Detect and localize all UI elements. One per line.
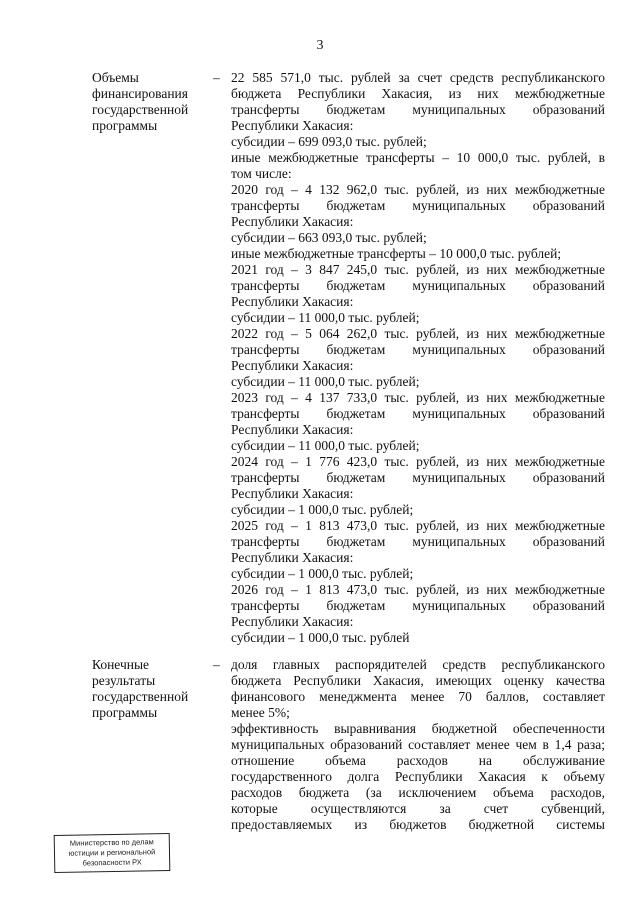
content-line: Республики Хакасия: — [231, 614, 354, 629]
final-results-label — [92, 657, 217, 721]
content-line: субсидии – 699 093,0 тыс. рублей; — [231, 134, 427, 149]
content-line: государственного долга Республики Хакасия к объему — [231, 769, 605, 784]
content-line: трансферты бюджетам муниципальных образований — [231, 598, 605, 613]
content-line: Республики Хакасия: — [231, 358, 354, 373]
content-line: 2021 год – 3 847 245,0 тыс. рублей, из них межбюджетные — [231, 262, 605, 277]
content-line: бюджета Республики Хакасия, из них межбюджетные — [231, 86, 605, 101]
content-line: отношение объема расходов на обслуживание — [231, 753, 605, 768]
content-line: 22 585 571,0 тыс. рублей за счет средств республиканского — [231, 70, 605, 85]
label-line: программы — [92, 705, 158, 720]
page-number: 3 — [316, 38, 324, 53]
content-line: 2026 год – 1 813 473,0 тыс. рублей, из них межбюджетные — [231, 582, 605, 597]
content-line: финансового менеджмента менее 70 баллов, составляет — [231, 689, 605, 704]
stamp-line: безопасности РХ — [82, 857, 142, 868]
row-dash: – — [213, 657, 220, 672]
content-line: доля главных распорядителей средств республиканского — [231, 657, 605, 672]
content-line: Республики Хакасия: — [231, 422, 354, 437]
content-line: трансферты бюджетам муниципальных образований — [231, 470, 605, 485]
label-line: государственной — [92, 689, 189, 704]
content-line: трансферты бюджетам муниципальных образований — [231, 278, 605, 293]
content-line: 2025 год – 1 813 473,0 тыс. рублей, из них межбюджетные — [231, 518, 605, 533]
row-dash: – — [213, 70, 220, 85]
content-line: трансферты бюджетам муниципальных образований — [231, 198, 605, 213]
content-line: менее 5%; — [231, 705, 290, 720]
content-line: 2022 год – 5 064 262,0 тыс. рублей, из них межбюджетные — [231, 326, 605, 341]
stamp-line: Министерство по делам — [69, 837, 154, 848]
content-line: Республики Хакасия: — [231, 294, 354, 309]
financing-volume-content — [231, 70, 605, 646]
content-line: трансферты бюджетам муниципальных образований — [231, 534, 605, 549]
content-line: иные межбюджетные трансферты – 10 000,0 тыс. рублей, в — [231, 150, 605, 165]
content-line: трансферты бюджетам муниципальных образований — [231, 102, 605, 117]
stamp-line: юстиции и региональной — [68, 847, 156, 858]
content-line: которые осуществляются за счет субвенций, — [231, 801, 605, 816]
ministry-stamp — [54, 833, 171, 873]
content-line: бюджета Республики Хакасия, имеющих оценку качества — [231, 673, 605, 688]
content-line: муниципальных образований составляет менее чем в 1,4 раза; — [231, 737, 605, 752]
content-line: субсидии – 1 000,0 тыс. рублей; — [231, 566, 414, 581]
label-line: Объемы — [92, 70, 139, 85]
content-line: субсидии – 11 000,0 тыс. рублей; — [231, 438, 420, 453]
final-results-content — [231, 657, 605, 833]
content-line: Республики Хакасия: — [231, 550, 354, 565]
content-line: субсидии – 1 000,0 тыс. рублей; — [231, 502, 414, 517]
content-line: субсидии – 1 000,0 тыс. рублей — [231, 630, 410, 645]
content-line: Республики Хакасия: — [231, 118, 354, 133]
content-line: трансферты бюджетам муниципальных образований — [231, 406, 605, 421]
content-line: том числе: — [231, 166, 292, 181]
financing-volume-label — [92, 70, 217, 134]
label-line: финансирования — [92, 86, 188, 101]
content-line: 2020 год – 4 132 962,0 тыс. рублей, из них межбюджетные — [231, 182, 605, 197]
label-line: результаты — [92, 673, 156, 688]
content-line: иные межбюджетные трансферты – 10 000,0 тыс. рублей; — [231, 246, 562, 261]
content-line: субсидии – 11 000,0 тыс. рублей; — [231, 374, 420, 389]
content-line: 2023 год – 4 137 733,0 тыс. рублей, из них межбюджетные — [231, 390, 605, 405]
label-line: Конечные — [92, 657, 150, 672]
label-line: государственной — [92, 102, 189, 117]
content-line: Республики Хакасия: — [231, 486, 354, 501]
label-line: программы — [92, 118, 158, 133]
content-line: субсидии – 663 093,0 тыс. рублей; — [231, 230, 427, 245]
content-line: предоставляемых из бюджетов бюджетной системы — [231, 817, 605, 832]
content-line: субсидии – 11 000,0 тыс. рублей; — [231, 310, 420, 325]
content-line: 2024 год – 1 776 423,0 тыс. рублей, из них межбюджетные — [231, 454, 605, 469]
content-line: расходов бюджета (за исключением объема расходов, — [231, 785, 605, 800]
content-line: Республики Хакасия: — [231, 214, 354, 229]
content-line: эффективность выравнивания бюджетной обеспеченности — [231, 721, 605, 736]
content-line: трансферты бюджетам муниципальных образований — [231, 342, 605, 357]
